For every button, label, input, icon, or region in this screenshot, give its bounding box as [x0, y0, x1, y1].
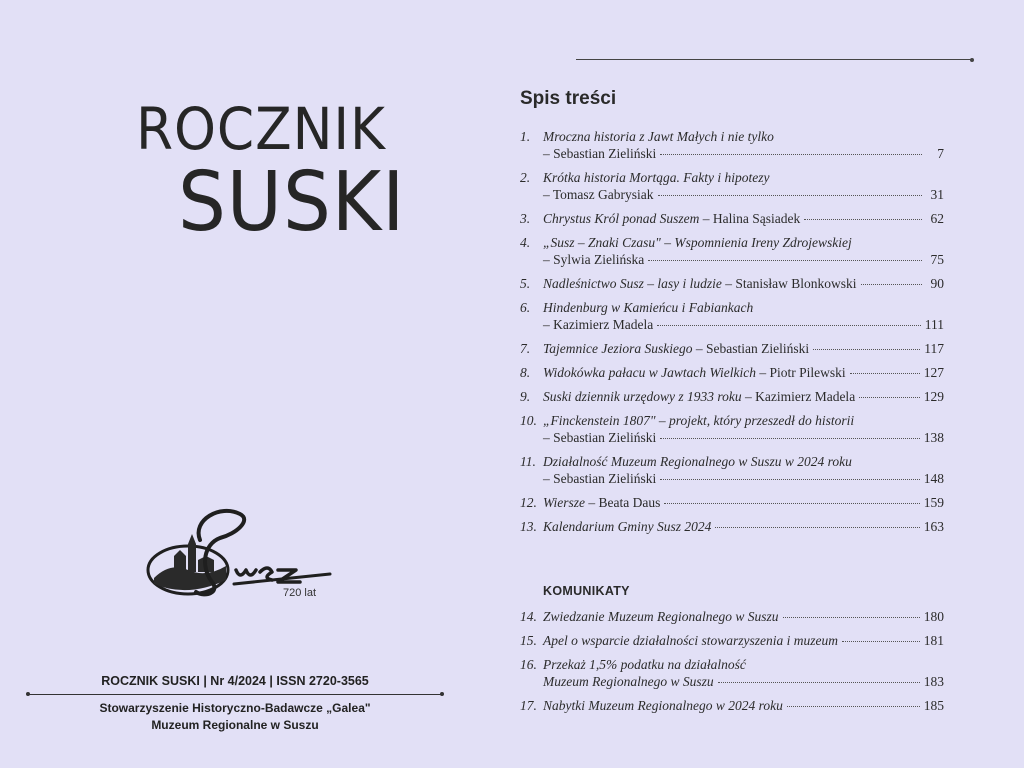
museum-name: Muzeum Regionalne w Suszu	[151, 718, 319, 732]
toc-entry-title: Tajemnice Jeziora Suskiego	[543, 341, 693, 356]
toc-entry-title: „Finckenstein 1807" – projekt, który przeszedł do historii	[543, 413, 855, 428]
logo-subtitle: 720 lat	[283, 587, 317, 599]
toc-entry-author: – Stanisław Blonkowski	[721, 276, 857, 291]
toc-entry-author: – Piotr Pilewski	[755, 365, 846, 380]
toc-entry-author-row	[520, 186, 944, 203]
footer-divider	[28, 694, 442, 695]
toc-entry-author: – Beata Daus	[585, 495, 661, 510]
toc-entry-author: – Kazimierz Madela	[741, 389, 856, 404]
toc-entry[interactable]	[520, 364, 944, 381]
toc-entry-title: Widokówka pałacu w Jawtach Wielkich	[543, 365, 756, 380]
series-info: ROCZNIK SUSKI | Nr 4/2024 | ISSN 2720-3565	[101, 674, 369, 688]
toc-entry-title: „Susz – Znaki Czasu" – Wspomnienia Ireny Zdrojewskiej	[543, 235, 852, 250]
dotted-leader	[842, 641, 920, 642]
notice-page: 183	[923, 674, 944, 689]
toc-entry-number: 10.	[520, 413, 537, 428]
toc-entry-title: Działalność Muzeum Regionalnego w Suszu w 2024 roku	[543, 454, 852, 469]
toc-entry-author-row	[520, 316, 944, 333]
toc-entry-page: 138	[923, 430, 944, 445]
dotted-leader	[718, 682, 920, 683]
toc-entry-row	[520, 388, 944, 405]
toc-heading: Spis treści	[520, 88, 617, 109]
dotted-leader	[660, 479, 920, 480]
toc-entry-number: 5.	[520, 276, 531, 291]
toc-entry-number: 12.	[520, 495, 537, 510]
toc-entry-number: 1.	[520, 129, 531, 144]
toc-entry-row	[520, 340, 944, 357]
toc-entry[interactable]	[520, 169, 944, 203]
toc-entry-row	[520, 494, 944, 511]
toc-entry-author: – Sebastian Zieliński	[543, 471, 657, 486]
notice-row	[520, 697, 944, 714]
toc-entry[interactable]	[520, 453, 944, 487]
dotted-leader	[859, 397, 920, 398]
notice-number: 15.	[520, 633, 537, 648]
toc-entry-title: Chrystus Król ponad Suszem	[543, 211, 700, 226]
toc-entry-page: 129	[923, 389, 944, 404]
toc-entry-title: Hindenburg w Kamieńcu i Fabiankach	[543, 300, 754, 315]
dotted-leader	[664, 503, 919, 504]
toc-entry-author: – Tomasz Gabrysiak	[543, 187, 654, 202]
publication-footer	[28, 674, 442, 734]
toc-entry-title: Nadleśnictwo Susz – lasy i ludzie	[543, 276, 722, 291]
toc-entry-title-row	[520, 299, 944, 316]
notice-title: Przekaż 1,5% podatku na działalność	[543, 657, 746, 672]
toc-entry[interactable]	[520, 128, 944, 162]
notice-title-row	[520, 656, 944, 673]
toc-entry[interactable]	[520, 412, 944, 446]
toc-entry-page: 127	[923, 365, 944, 380]
toc-entry-page: 111	[924, 317, 944, 332]
toc-entry[interactable]	[520, 518, 944, 535]
dotted-leader	[783, 617, 920, 618]
dotted-leader	[861, 284, 922, 285]
toc-entry-author-row	[520, 145, 944, 162]
notice-entry[interactable]	[520, 632, 944, 649]
notice-title: Zwiedzanie Muzeum Regionalnego w Suszu	[543, 609, 779, 624]
toc-entry[interactable]	[520, 275, 944, 292]
toc-entry-row	[520, 275, 944, 292]
toc-entry[interactable]	[520, 388, 944, 405]
toc-entry-author: – Sebastian Zieliński	[543, 430, 657, 445]
toc-entry-row	[520, 210, 944, 227]
notices-list	[520, 608, 944, 721]
toc-entry-page: 62	[930, 211, 944, 226]
toc-entry-number: 2.	[520, 170, 531, 185]
notice-page: 180	[923, 609, 944, 624]
toc-entry-title: Krótka historia Mortąga. Fakty i hipotezy	[543, 170, 770, 185]
toc-entry-title-row	[520, 234, 944, 251]
toc-entry-title: Wiersze	[543, 495, 585, 510]
notice-number: 17.	[520, 698, 537, 713]
notice-entry[interactable]	[520, 656, 944, 690]
toc-entry-page: 159	[923, 495, 944, 510]
notice-page: 185	[923, 698, 944, 713]
toc-entry[interactable]	[520, 210, 944, 227]
dotted-leader	[715, 527, 919, 528]
dotted-leader	[813, 349, 920, 350]
toc-entry-number: 8.	[520, 365, 531, 380]
header-divider	[576, 59, 972, 60]
journal-title-line2: SUSKI	[178, 155, 406, 250]
toc-entry-title-row	[520, 453, 944, 470]
notice-row	[520, 608, 944, 625]
dotted-leader	[660, 438, 920, 439]
dotted-leader	[658, 195, 922, 196]
toc-entry-title: Suski dziennik urzędowy z 1933 roku	[543, 389, 742, 404]
notice-number: 16.	[520, 657, 537, 672]
notice-title-continued: Muzeum Regionalnego w Suszu	[543, 674, 714, 689]
dotted-leader	[657, 325, 921, 326]
notice-title: Apel o wsparcie działalności stowarzyszenia i muzeum	[543, 633, 838, 648]
toc-entry-page: 75	[930, 252, 944, 267]
notice-number: 14.	[520, 609, 537, 624]
toc-entry-author: – Kazimierz Madela	[543, 317, 654, 332]
toc-entry-title-row	[520, 128, 944, 145]
toc-entry-row	[520, 518, 944, 535]
toc-entry-page: 148	[923, 471, 944, 486]
dotted-leader	[787, 706, 920, 707]
notice-title: Nabytki Muzeum Regionalnego w 2024 roku	[543, 698, 783, 713]
dotted-leader	[660, 154, 922, 155]
dotted-leader	[648, 260, 922, 261]
toc-entry[interactable]	[520, 299, 944, 333]
dotted-leader	[850, 373, 920, 374]
dotted-leader	[804, 219, 922, 220]
toc-entry-number: 13.	[520, 519, 537, 534]
toc-entry-title-row	[520, 169, 944, 186]
toc-entry-page: 7	[937, 146, 944, 161]
susz-logo	[140, 500, 340, 610]
toc-entry-number: 11.	[520, 454, 536, 469]
toc-entry-title: Mroczna historia z Jawt Małych i nie tylko	[543, 129, 774, 144]
toc-entry-author-row	[520, 470, 944, 487]
toc-entry[interactable]	[520, 234, 944, 268]
toc-entry-row	[520, 364, 944, 381]
toc-entry-page: 117	[924, 341, 944, 356]
toc-entry-author: – Sebastian Zieliński	[543, 146, 657, 161]
toc-entry-number: 3.	[520, 211, 531, 226]
notices-heading: KOMUNIKATY	[543, 584, 630, 598]
toc-entry-author-row	[520, 251, 944, 268]
notice-title-cont-row	[520, 673, 944, 690]
toc-entry-page: 31	[930, 187, 944, 202]
journal-title-line1: ROCZNIK	[136, 95, 386, 163]
toc-entry-number: 9.	[520, 389, 531, 404]
toc-entry-title: Kalendarium Gminy Susz 2024	[543, 519, 712, 534]
toc-entry-author: – Halina Sąsiadek	[699, 211, 801, 226]
toc-entry-page: 90	[930, 276, 944, 291]
toc-list	[520, 128, 944, 542]
toc-entry-number: 4.	[520, 235, 531, 250]
toc-entry-author-row	[520, 429, 944, 446]
toc-entry-author: – Sylwia Zielińska	[543, 252, 645, 267]
toc-entry-author: – Sebastian Zieliński	[692, 341, 810, 356]
notice-entry[interactable]	[520, 697, 944, 714]
toc-entry-number: 6.	[520, 300, 531, 315]
toc-entry-number: 7.	[520, 341, 531, 356]
notice-row	[520, 632, 944, 649]
notice-entry[interactable]	[520, 608, 944, 625]
notice-page: 181	[923, 633, 944, 648]
toc-entry[interactable]	[520, 494, 944, 511]
toc-entry-page: 163	[923, 519, 944, 534]
publisher-name: Stowarzyszenie Historyczno-Badawcze „Galea"	[99, 701, 371, 715]
toc-entry[interactable]	[520, 340, 944, 357]
toc-entry-title-row	[520, 412, 944, 429]
